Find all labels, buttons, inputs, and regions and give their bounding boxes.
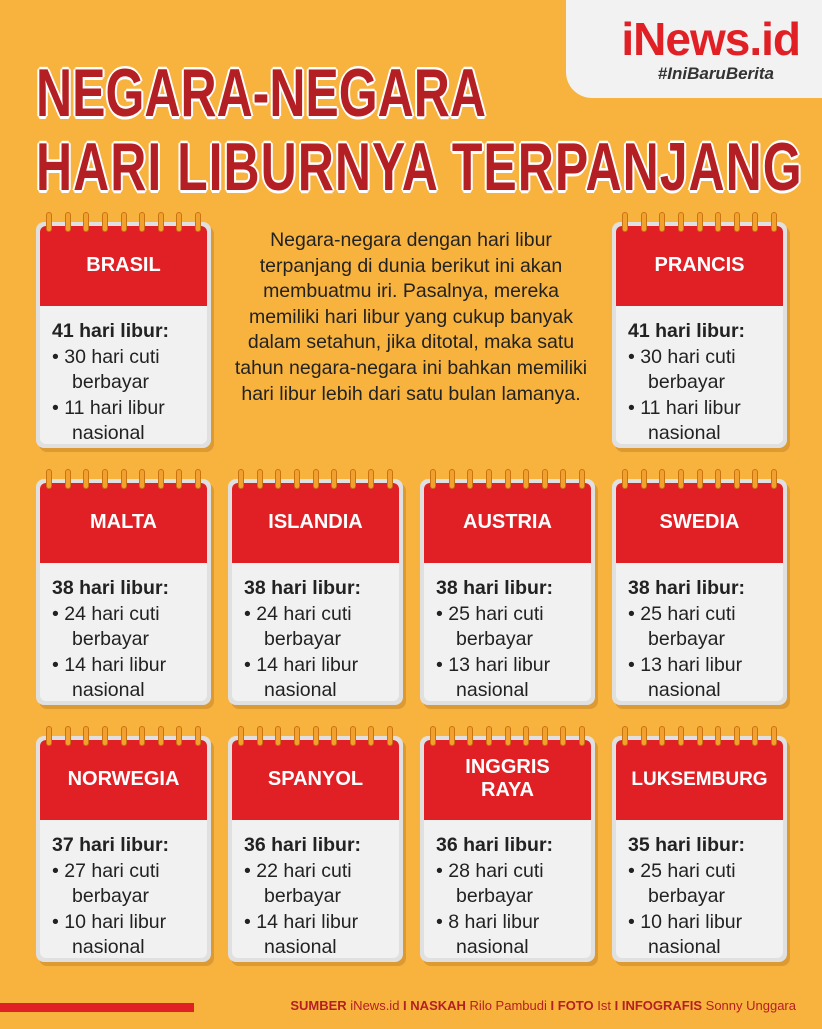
calendar-rings xyxy=(238,469,393,489)
calendar-rings xyxy=(46,469,201,489)
total-holidays: 38 hari libur: xyxy=(436,577,554,599)
logo-tagline: #IniBaruBerita xyxy=(657,64,774,83)
total-holidays: 37 hari libur: xyxy=(52,834,170,856)
calendar-card-brasil xyxy=(36,222,211,448)
total-holidays: 38 hari libur: xyxy=(52,577,170,599)
card-inner xyxy=(232,740,399,958)
total-holidays: 41 hari libur: xyxy=(52,320,170,342)
card-body xyxy=(52,576,201,701)
card-body xyxy=(52,833,201,958)
calendar-rings xyxy=(430,469,585,489)
national-holiday-item: • 10 hari libur nasional xyxy=(52,910,167,958)
calendar-rings xyxy=(622,469,777,489)
footer-accent-bar xyxy=(0,1003,194,1012)
writer-label: NASKAH xyxy=(410,998,466,1013)
country-name: NORWEGIA xyxy=(67,768,180,790)
card-body xyxy=(628,833,777,958)
calendar-card-spanyol xyxy=(228,736,403,962)
credit-separator: I xyxy=(550,998,555,1013)
calendar-rings xyxy=(622,726,777,746)
total-holidays: 36 hari libur: xyxy=(244,834,362,856)
logo-panel xyxy=(566,0,822,98)
total-holidays: 36 hari libur: xyxy=(436,834,554,856)
paid-leave-item: • 30 hari cuti berbayar xyxy=(52,345,160,393)
paid-leave-item: • 25 hari cuti berbayar xyxy=(628,602,736,650)
country-name: BRASIL xyxy=(86,254,161,276)
national-holiday-item: • 10 hari libur nasional xyxy=(628,910,743,958)
national-holiday-item: • 14 hari libur nasional xyxy=(244,910,359,958)
total-holidays: 38 hari libur: xyxy=(628,577,746,599)
calendar-header xyxy=(616,483,783,563)
calendar-header xyxy=(40,483,207,563)
calendar-card-norwegia xyxy=(36,736,211,962)
country-name: AUSTRIA xyxy=(463,511,552,533)
credit-separator: I xyxy=(614,998,619,1013)
calendar-header xyxy=(616,740,783,820)
paid-leave-item: • 25 hari cuti berbayar xyxy=(628,859,736,907)
calendar-rings xyxy=(46,726,201,746)
calendar-card-islandia xyxy=(228,479,403,705)
card-inner xyxy=(40,740,207,958)
calendar-card-malta xyxy=(36,479,211,705)
credit-separator: I xyxy=(403,998,407,1013)
calendar-card-inggris-raya xyxy=(420,736,595,962)
photo-value: Ist xyxy=(597,998,611,1013)
card-body xyxy=(244,576,393,701)
card-inner xyxy=(40,483,207,701)
card-inner xyxy=(424,740,591,958)
paid-leave-item: • 24 hari cuti berbayar xyxy=(244,602,352,650)
photo-label: FOTO xyxy=(557,998,594,1013)
calendar-rings xyxy=(622,212,777,232)
country-name: INGGRIS RAYA xyxy=(465,756,550,801)
total-holidays: 38 hari libur: xyxy=(244,577,362,599)
total-holidays: 35 hari libur: xyxy=(628,834,746,856)
country-name: LUKSEMBURG xyxy=(631,769,768,790)
calendar-header xyxy=(424,483,591,563)
writer-value: Rilo Pambudi xyxy=(469,998,547,1013)
country-name: MALTA xyxy=(89,511,157,533)
page-title-line-2: HARI LIBURNYA TERPANJANG xyxy=(36,129,803,205)
calendar-card-luksemburg xyxy=(612,736,787,962)
card-body xyxy=(628,576,777,701)
total-holidays: 41 hari libur: xyxy=(628,320,746,342)
card-body xyxy=(436,833,585,958)
country-name: SPANYOL xyxy=(267,768,364,790)
paid-leave-item: • 22 hari cuti berbayar xyxy=(244,859,352,907)
calendar-header xyxy=(40,740,207,820)
national-holiday-item: • 8 hari libur nasional xyxy=(436,910,540,958)
calendar-header xyxy=(616,226,783,306)
calendar-header xyxy=(424,740,591,820)
paid-leave-item: • 30 hari cuti berbayar xyxy=(628,345,736,393)
source-label: SUMBER xyxy=(290,998,347,1013)
paid-leave-item: • 24 hari cuti berbayar xyxy=(52,602,160,650)
calendar-header xyxy=(232,740,399,820)
footer-credits xyxy=(290,998,796,1013)
source-value: iNews.id xyxy=(350,998,400,1013)
national-holiday-item: • 13 hari libur nasional xyxy=(436,653,551,701)
national-holiday-item: • 11 hari libur nasional xyxy=(628,396,741,444)
calendar-card-prancis xyxy=(612,222,787,448)
paid-leave-item: • 27 hari cuti berbayar xyxy=(52,859,160,907)
calendar-header xyxy=(40,226,207,306)
intro-paragraph: Negara-negara dengan hari libur terpanjang di dunia berikut ini akan membuatmu iri. Pasalnya, mereka memiliki hari libur yang cukup banyak dalam setahun, jika ditotal, maka satu tahun negara-negara ini bahkan memiliki hari libur lebih dari satu bulan lamanya. xyxy=(234,229,588,405)
calendar-card-swedia xyxy=(612,479,787,705)
calendar-rings xyxy=(46,212,201,232)
card-inner xyxy=(232,483,399,701)
national-holiday-item: • 13 hari libur nasional xyxy=(628,653,743,701)
paid-leave-item: • 25 hari cuti berbayar xyxy=(436,602,544,650)
country-name: PRANCIS xyxy=(654,254,745,276)
card-inner xyxy=(616,483,783,701)
card-inner xyxy=(40,226,207,444)
page-title-line-1: NEGARA-NEGARA xyxy=(36,55,486,131)
card-body xyxy=(244,833,393,958)
graphic-value: Sonny Unggara xyxy=(705,998,796,1013)
calendar-rings xyxy=(430,726,585,746)
inews-logo: iNews.id xyxy=(621,13,800,65)
card-body xyxy=(52,319,201,444)
paid-leave-item: • 28 hari cuti berbayar xyxy=(436,859,544,907)
calendar-rings xyxy=(238,726,393,746)
graphic-label: INFOGRAFIS xyxy=(621,998,703,1013)
country-name: ISLANDIA xyxy=(268,511,363,533)
national-holiday-item: • 14 hari libur nasional xyxy=(52,653,167,701)
card-inner xyxy=(424,483,591,701)
card-inner xyxy=(616,740,783,958)
card-inner xyxy=(616,226,783,444)
calendar-header xyxy=(232,483,399,563)
national-holiday-item: • 11 hari libur nasional xyxy=(52,396,165,444)
card-body xyxy=(628,319,777,444)
card-body xyxy=(436,576,585,701)
national-holiday-item: • 14 hari libur nasional xyxy=(244,653,359,701)
calendar-card-austria xyxy=(420,479,595,705)
country-name: SWEDIA xyxy=(659,511,740,533)
